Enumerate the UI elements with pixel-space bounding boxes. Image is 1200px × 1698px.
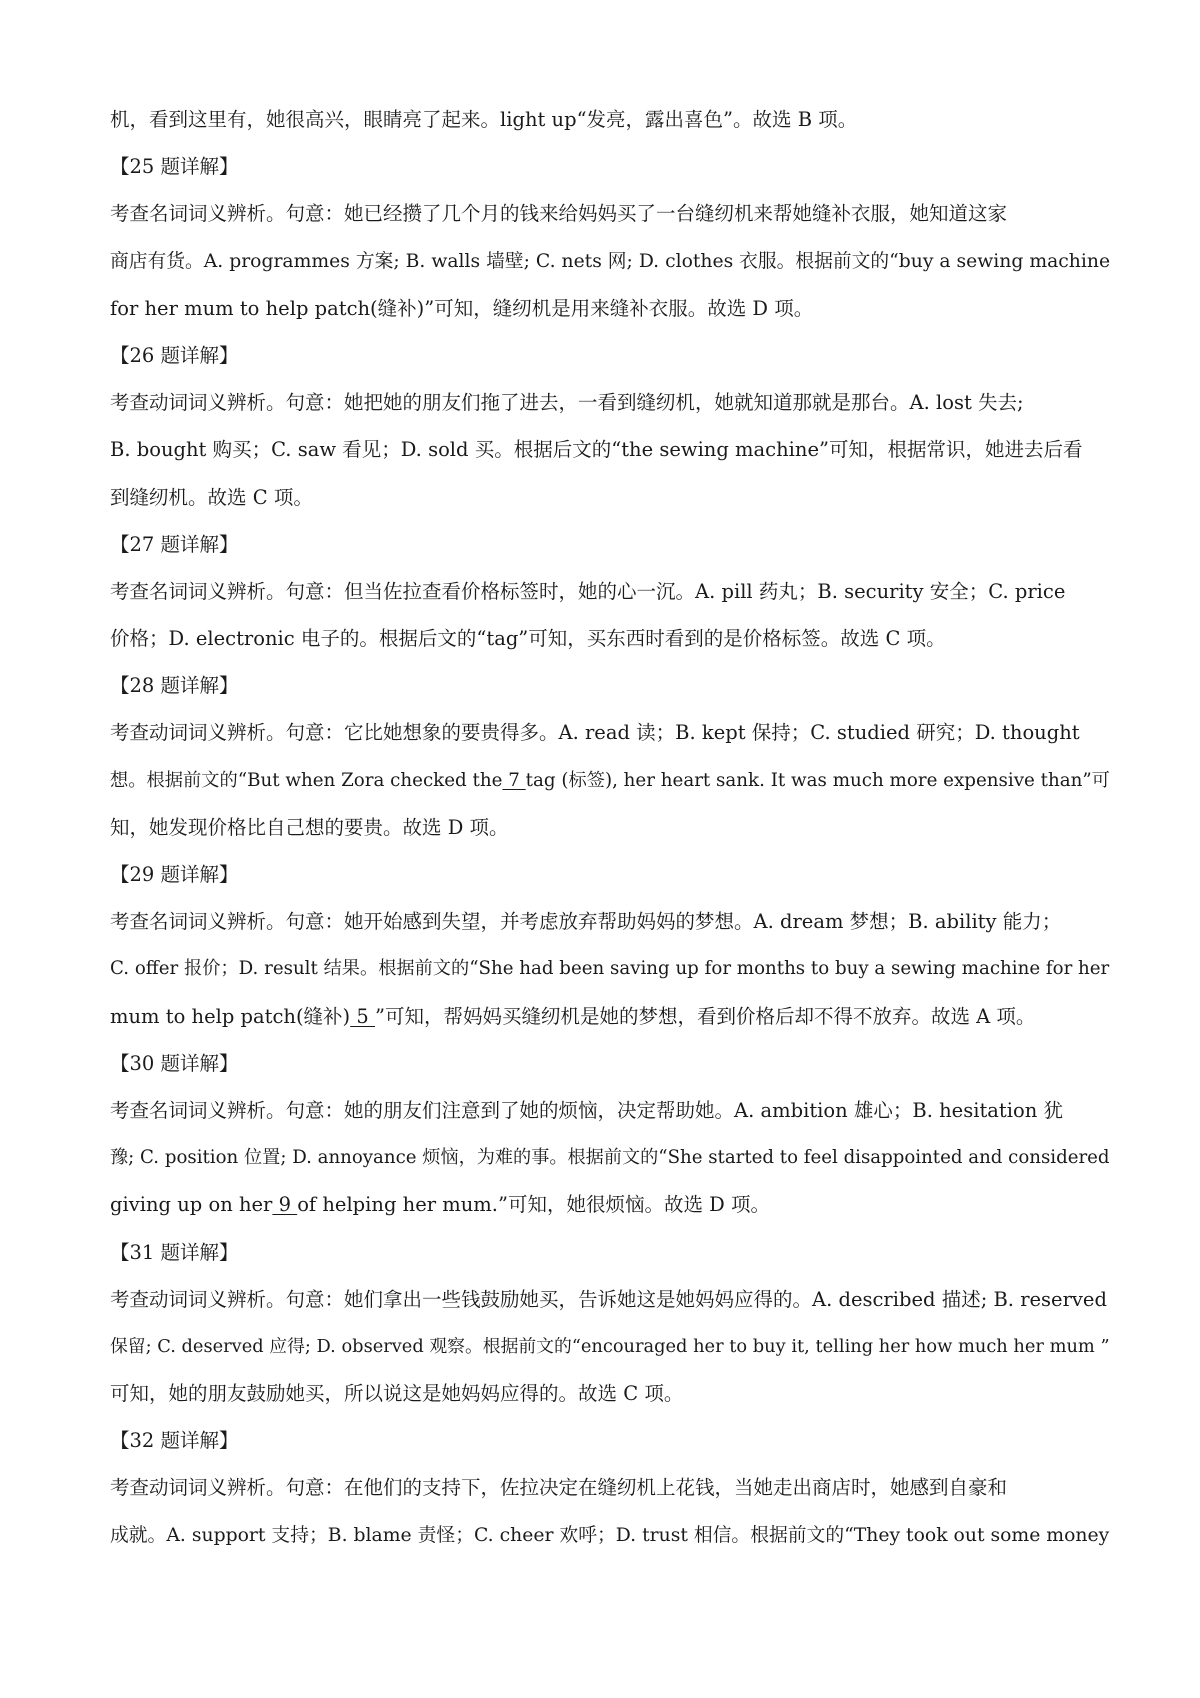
text-segment: 考查名词词义辨析。句意：她的朋友们注意到了她的烦恼，决定帮助她。A. ambition 雄心；B. hesitation 犹 (110, 1098, 1063, 1122)
text-segment: tag (标签), her heart sank. It was much more expensive than”可 (525, 769, 1110, 791)
text-line (110, 379, 1110, 426)
text-line (110, 1087, 1110, 1134)
text-line (110, 1040, 1110, 1087)
text-segment: 【26 题详解】 (110, 343, 239, 367)
text-segment: for her mum to help patch(缝补)”可知，缝纫机是用来缝补衣服。故选 D 项。 (110, 296, 814, 320)
blank-number: 7 (502, 769, 526, 791)
text-line (110, 332, 1110, 379)
document-body (110, 96, 1110, 1559)
text-line (110, 143, 1110, 190)
text-line (110, 1276, 1110, 1323)
text-segment: 价格；D. electronic 电子的。根据后文的“tag”可知，买东西时看到的是价格标签。故选 C 项。 (110, 627, 946, 651)
text-line (110, 238, 1110, 285)
text-segment: 保留; C. deserved 应得; D. observed 观察。根据前文的“encouraged her to buy it, telling her how much her mum ” (110, 1335, 1110, 1357)
text-segment: 考查动词词义辨析。句意：在他们的支持下，佐拉决定在缝纫机上花钱，当她走出商店时，她感到自豪和 (110, 1476, 1008, 1500)
text-segment: 到缝纫机。故选 C 项。 (110, 485, 313, 509)
text-segment: of helping her mum.”可知，她很烦恼。故选 D 项。 (297, 1193, 770, 1217)
text-segment: 考查动词词义辨析。句意：她把她的朋友们拖了进去，一看到缝纫机，她就知道那就是那台。A. lost 失去; (110, 391, 1024, 415)
text-segment: 考查名词词义辨析。句意：但当佐拉查看价格标签时，她的心一沉。A. pill 药丸；B. security 安全；C. price (110, 579, 1066, 603)
text-segment: 知，她发现价格比自己想的要贵。故选 D 项。 (110, 815, 509, 839)
text-line (110, 945, 1110, 992)
text-line (110, 993, 1110, 1040)
text-line (110, 96, 1110, 143)
text-segment: 【28 题详解】 (110, 674, 239, 698)
text-segment: ”可知，帮妈妈买缝纫机是她的梦想，看到价格后却不得不放弃。故选 A 项。 (374, 1004, 1036, 1028)
text-segment: 考查动词词义辨析。句意：她们拿出一些钱鼓励她买，告诉她这是她妈妈应得的。A. described 描述; B. reserved (110, 1287, 1107, 1311)
text-line (110, 709, 1110, 756)
text-line (110, 615, 1110, 662)
text-line (110, 804, 1110, 851)
text-segment: B. bought 购买；C. saw 看见；D. sold 买。根据后文的“the sewing machine”可知，根据常识，她进去后看 (110, 438, 1083, 462)
text-segment: giving up on her (110, 1193, 273, 1217)
text-segment: mum to help patch(缝补) (110, 1004, 351, 1028)
text-segment: 豫; C. position 位置; D. annoyance 烦恼，为难的事。根据前文的“She started to feel disappointed and considered (110, 1147, 1110, 1169)
text-line (110, 568, 1110, 615)
text-line (110, 851, 1110, 898)
text-line (110, 1323, 1110, 1370)
text-line (110, 474, 1110, 521)
text-segment: 【25 题详解】 (110, 155, 239, 179)
text-line (110, 1229, 1110, 1276)
text-segment: 考查名词词义辨析。句意：她已经攒了几个月的钱来给妈妈买了一台缝纫机来帮她缝补衣服，她知道这家 (110, 202, 1008, 226)
text-line (110, 426, 1110, 473)
text-segment: 【31 题详解】 (110, 1240, 239, 1264)
text-segment: 考查动词词义辨析。句意：它比她想象的要贵得多。A. read 读；B. kept 保持；C. studied 研究；D. thought (110, 721, 1080, 745)
text-segment: 【27 题详解】 (110, 532, 239, 556)
text-segment: 可知，她的朋友鼓励她买，所以说这是她妈妈应得的。故选 C 项。 (110, 1382, 684, 1406)
text-line (110, 1464, 1110, 1511)
blank-number: 9 (272, 1193, 298, 1217)
text-segment: 成就。A. support 支持；B. blame 责怪；C. cheer 欢呼；D. trust 相信。根据前文的“They took out some money (110, 1524, 1110, 1546)
text-line (110, 1370, 1110, 1417)
text-segment: 【29 题详解】 (110, 863, 239, 886)
text-segment: C. offer 报价；D. result 结果。根据前文的“She had been saving up for months to buy a sewing machine for her (110, 958, 1110, 980)
text-line (110, 1417, 1110, 1464)
text-line (110, 1512, 1110, 1559)
text-segment: 机，看到这里有，她很高兴，眼睛亮了起来。light up“发亮，露出喜色”。故选 B 项。 (110, 108, 858, 131)
text-line (110, 1134, 1110, 1181)
blank-number: 5 (350, 1004, 375, 1028)
text-line (110, 757, 1110, 804)
text-line (110, 662, 1110, 709)
text-segment: 【30 题详解】 (110, 1051, 239, 1075)
text-line (110, 1181, 1110, 1228)
text-segment: 考查名词词义辨析。句意：她开始感到失望，并考虑放弃帮助妈妈的梦想。A. dream 梦想；B. ability 能力； (110, 910, 1062, 934)
text-segment: 【32 题详解】 (110, 1429, 239, 1453)
text-line (110, 521, 1110, 568)
text-line (110, 190, 1110, 237)
text-segment: 商店有货。A. programmes 方案; B. walls 墙壁; C. nets 网; D. clothes 衣服。根据前文的“buy a sewing machine (110, 250, 1111, 272)
text-segment: 想。根据前文的“But when Zora checked the (110, 769, 503, 791)
text-line (110, 285, 1110, 332)
text-line (110, 898, 1110, 945)
